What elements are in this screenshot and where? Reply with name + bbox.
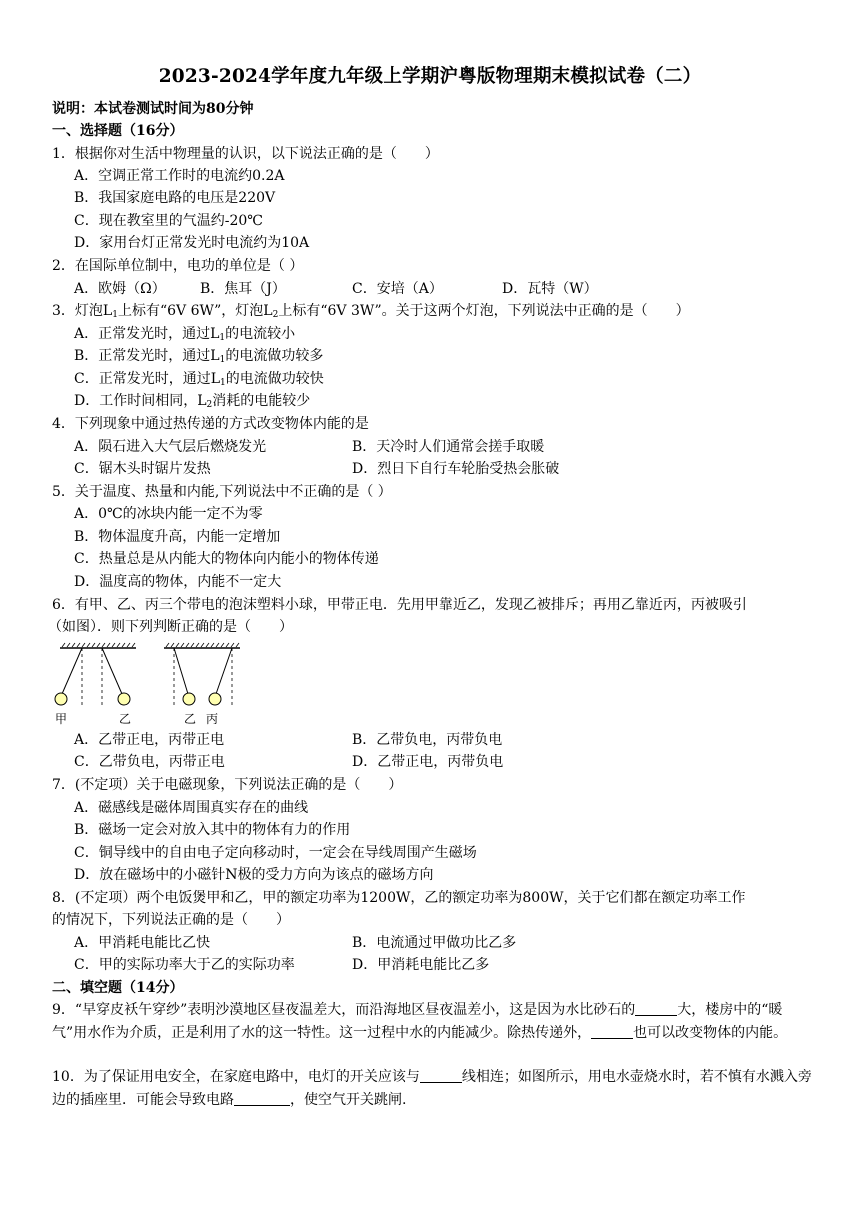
- question-7-option-b: B．磁场一定会对放入其中的物体有力的作用: [74, 822, 351, 838]
- label-bing: 丙: [206, 712, 219, 726]
- blank-10-1: [420, 1068, 462, 1083]
- question-2-option-d: D．瓦特（W）: [502, 281, 598, 297]
- question-5-option-c: C．热量总是从内能大的物体向内能小的物体传递: [74, 551, 379, 567]
- question-8-stem-line2: 的情况下，下列说法正确的是（ ）: [52, 912, 290, 928]
- question-4-option-b: B．天冷时人们通常会搓手取暖: [352, 439, 545, 455]
- question-9: 9．“早穿皮袄午穿纱”表明沙漠地区昼夜温差大，而沿海地区昼夜温差小，这是因为水比砂石的 大，楼房中的“暖气”用水作为介质，正是利用了水的这一特性。这一过程中水的内能减少。除热传递外， 也可以改变物体的内能。: [52, 1002, 788, 1041]
- question-2-stem: 2．在国际单位制中，电功的单位是（ ）: [52, 258, 304, 274]
- question-3-stem: 3．灯泡$L_1$上标有“6V 6W”，灯泡$L_2$上标有“6V 3W”。关于这两个灯泡，下列说法中正确的是（ ）: [52, 303, 690, 320]
- question-3-option-d: D．工作时间相同，$L_2$消耗的电能较少: [74, 393, 311, 410]
- question-6-option-a: A．乙带正电，丙带正电: [74, 732, 225, 748]
- question-1-option-c: C．现在教室里的气温约-20℃: [74, 213, 263, 229]
- question-1-option-d: D．家用台灯正常发光时电流约为10A: [74, 235, 310, 251]
- blank-9-2: [591, 1024, 633, 1039]
- question-4-stem: 4．下列现象中通过热传递的方式改变物体内能的是: [52, 416, 369, 432]
- question-3-option-b: B．正常发光时，通过$L_1$的电流做功较多: [74, 348, 324, 365]
- label-yi-right: 乙: [184, 712, 197, 726]
- question-6-option-c: C．乙带负电，丙带正电: [74, 754, 225, 770]
- exam-title: 2023-2024学年度九年级上学期沪粤版物理期末模拟试卷（二）: [158, 66, 702, 87]
- charged-balls-figure: [52, 642, 252, 728]
- question-3-option-a: A．正常发光时，通过$L_1$的电流较小: [74, 326, 296, 343]
- question-6-stem-line2: （如图）．则下列判断正确的是（ ）: [48, 619, 293, 635]
- question-2-option-c: C．安培（A）: [352, 281, 443, 297]
- question-1-option-b: B．我国家庭电路的电压是220V: [74, 190, 276, 206]
- question-4-option-d: D．烈日下自行车轮胎受热会胀破: [352, 461, 560, 477]
- question-7-stem: 7．(不定项）关于电磁现象，下列说法正确的是（ ）: [52, 777, 403, 793]
- ball-jia: [55, 693, 67, 705]
- question-6-option-d: D．乙带正电，丙带负电: [352, 754, 504, 770]
- question-1-stem: 1．根据你对生活中物理量的认识，以下说法正确的是（ ）: [52, 146, 439, 162]
- question-6-stem-line1: 6．有甲、乙、丙三个带电的泡沫塑料小球，甲带正电．先用甲靠近乙，发现乙被排斥；再用乙靠近丙，丙被吸引: [52, 597, 747, 613]
- question-7-option-c: C．铜导线中的自由电子定向移动时，一定会在导线周围产生磁场: [74, 845, 477, 861]
- section-choice-heading: 一、选择题（16分）: [52, 123, 184, 139]
- question-5-option-d: D．温度高的物体，内能不一定大: [74, 574, 282, 590]
- question-8-option-b: B．电流通过甲做功比乙多: [352, 935, 517, 951]
- blank-10-2: [234, 1091, 290, 1106]
- question-8-option-a: A．甲消耗电能比乙快: [74, 935, 211, 951]
- question-4-option-a: A．陨石进入大气层后燃烧发光: [74, 439, 267, 455]
- exam-note: 说明：本试卷测试时间为80分钟: [52, 101, 254, 117]
- ball-bing: [209, 693, 221, 705]
- pendulum-diagram: [52, 642, 252, 728]
- ball-yi-right: [183, 693, 195, 705]
- question-8-option-d: D．甲消耗电能比乙多: [352, 957, 490, 973]
- blank-9-1: [635, 1001, 677, 1016]
- label-jia: 甲: [55, 712, 68, 726]
- question-10: 10．为了保证用电安全，在家庭电路中，电灯的开关应该与 线相连；如图所示，用电水壶烧水时，若不慎有水溅入旁边的插座里．可能会导致电路 ，使空气开关跳闸.: [52, 1069, 812, 1108]
- ball-yi-left: [118, 693, 130, 705]
- question-2-option-b: B．焦耳（J）: [200, 281, 286, 297]
- label-yi-left: 乙: [119, 712, 132, 726]
- question-3-option-c: C．正常发光时，通过$L_1$的电流做功较快: [74, 371, 324, 388]
- question-8-stem-line1: 8．(不定项）两个电饭煲甲和乙，甲的额定功率为1200W，乙的额定功率为800W，关于它们都在额定功率工作: [52, 890, 746, 906]
- question-7-option-d: D．放在磁场中的小磁针N极的受力方向为该点的磁场方向: [74, 867, 434, 883]
- question-4-option-c: C．锯木头时锯片发热: [74, 461, 211, 477]
- question-1-option-a: A．空调正常工作时的电流约0.2A: [74, 168, 285, 184]
- question-7-option-a: A．磁感线是磁体周围真实存在的曲线: [74, 800, 309, 816]
- question-8-option-c: C．甲的实际功率大于乙的实际功率: [74, 957, 295, 973]
- question-2-option-a: A．欧姆（Ω）: [74, 281, 166, 297]
- question-6-option-b: B．乙带负电，丙带负电: [352, 732, 503, 748]
- question-5-option-a: A．0℃的冰块内能一定不为零: [74, 506, 263, 522]
- section-fill-heading: 二、填空题（14分）: [52, 980, 184, 996]
- question-5-stem: 5．关于温度、热量和内能,下列说法中不正确的是（ ）: [52, 484, 392, 500]
- question-5-option-b: B．物体温度升高，内能一定增加: [74, 529, 281, 545]
